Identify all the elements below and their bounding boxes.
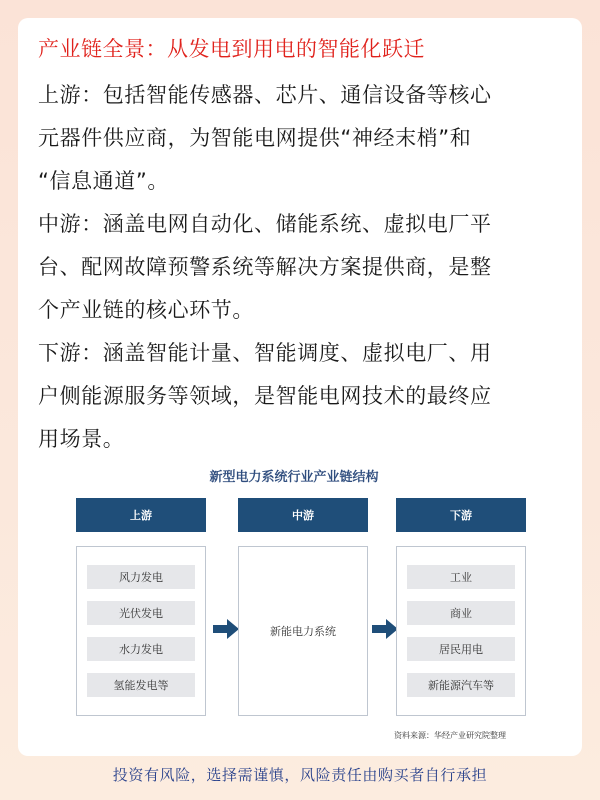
diagram-title: 新型电力系统行业产业链结构	[209, 470, 379, 485]
midstream-item: 新能电力系统	[270, 625, 336, 638]
data-source-note: 资料来源：华经产业研究院整理	[394, 731, 506, 740]
downstream-item: 商业	[407, 601, 515, 625]
text-block	[38, 34, 568, 461]
industry-chain-diagram	[56, 458, 532, 748]
column-box-downstream	[396, 546, 526, 716]
upstream-item: 水力发电	[87, 637, 195, 661]
downstream-item: 居民用电	[407, 637, 515, 661]
paragraph-midstream-line-1: 中游：涵盖电网自动化、储能系统、虚拟电厂平	[38, 212, 492, 236]
paragraph-midstream-line-2: 台、配网故障预警系统等解决方案提供商，是整	[38, 255, 492, 279]
upstream-item: 光伏发电	[87, 601, 195, 625]
paragraph-midstream-line-3: 个产业链的核心环节。	[38, 298, 254, 322]
paragraph-upstream-line-1: 上游：包括智能传感器、芯片、通信设备等核心	[38, 83, 492, 107]
paragraph-downstream-line-3: 用场景。	[38, 427, 125, 451]
paragraph-downstream-line-2: 户侧能源服务等领域，是智能电网技术的最终应	[38, 384, 492, 408]
column-box-upstream	[76, 546, 206, 716]
upstream-item: 风力发电	[87, 565, 195, 589]
column-header-downstream: 下游	[396, 498, 526, 532]
downstream-item: 工业	[407, 565, 515, 589]
headline: 产业链全景：从发电到用电的智能化跃迁	[38, 37, 425, 61]
column-header-midstream: 中游	[238, 498, 368, 532]
right-arrow-icon	[372, 619, 398, 639]
column-box-midstream	[238, 546, 368, 716]
paragraph-upstream-line-3: “信息通道”。	[38, 169, 169, 193]
paragraph-upstream-line-2: 元器件供应商，为智能电网提供“神经末梢”和	[38, 126, 472, 150]
upstream-item: 氢能发电等	[87, 673, 195, 697]
risk-disclaimer: 投资有风险，选择需谨慎，风险责任由购买者自行承担	[112, 766, 488, 784]
right-arrow-icon	[213, 619, 239, 639]
downstream-item: 新能源汽车等	[407, 673, 515, 697]
column-header-upstream: 上游	[76, 498, 206, 532]
paragraph-downstream-line-1: 下游：涵盖智能计量、智能调度、虚拟电厂、用	[38, 341, 492, 365]
